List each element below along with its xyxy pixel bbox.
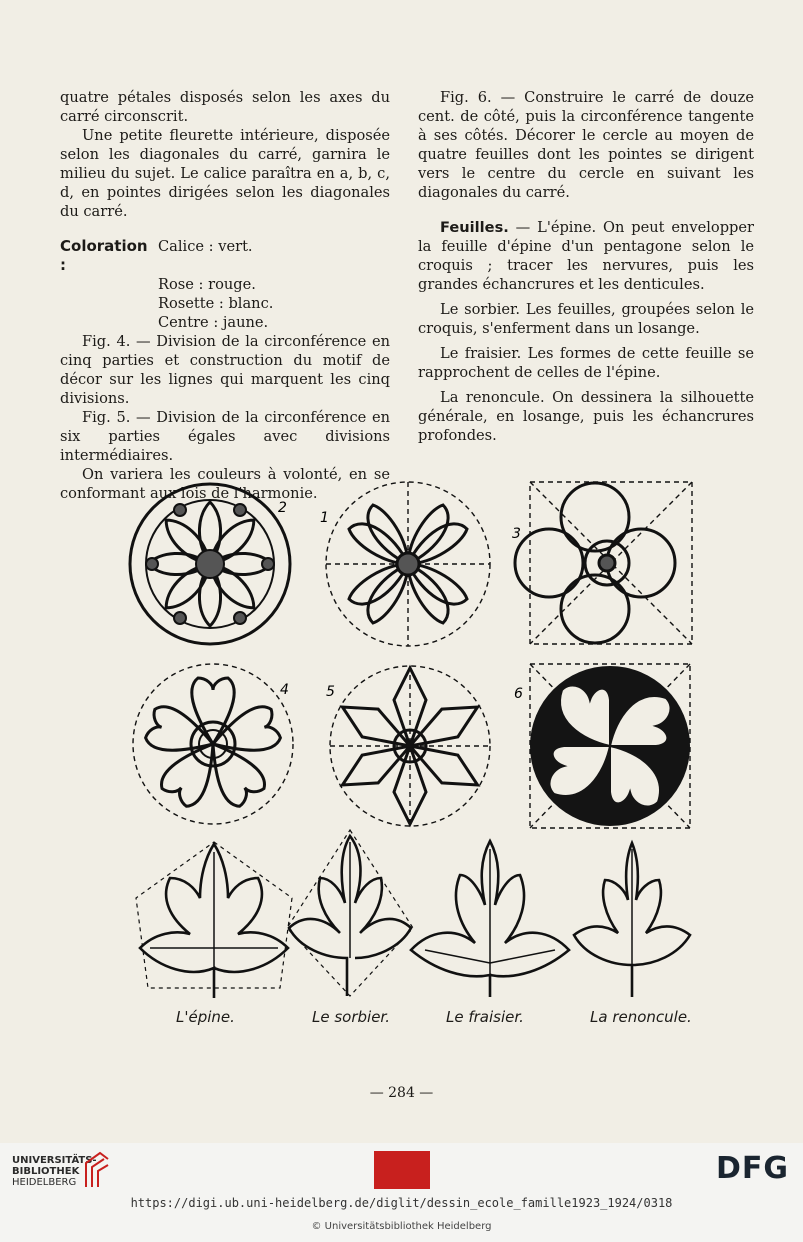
caption-sorbier: Le sorbier. [312, 1008, 390, 1026]
feuilles-heading: Feuilles. [440, 219, 509, 236]
sorbier-text: Le sorbier. Les feuilles, groupées selon le croquis, s'enferment dans un losange. [418, 301, 754, 337]
coloration-centre: Centre : jaune. [158, 314, 269, 331]
figure-label-5: 5 [326, 684, 335, 700]
figure-rosette-5 [322, 660, 497, 830]
left-paragraph-1: quatre pétales disposés selon les axes du carré circonscrit. [60, 89, 390, 125]
figure-label-4: 4 [280, 682, 289, 698]
caption-fraisier: Le fraisier. [446, 1008, 524, 1026]
left-column [60, 88, 390, 503]
epine-text: — L'épine. On peut envelopper la feuille d'épine d'un pentagone selon le croquis ; tracer les nervures, puis les grandes échancrures et les denticules. [418, 219, 754, 293]
figure-rosette-3 [510, 478, 695, 648]
copyright-notice: © Universitätsbibliothek Heidelberg [311, 1221, 492, 1232]
fig6-description: Fig. 6. — Construire le carré de douze cent. de côté, puis la circonférence tangente à ses côtés. Décorer le cercle au moyen de quatre feuilles dont les pointes se dirigent vers le centre du cercle en suivant les diagonales du carré. [418, 89, 754, 201]
left-paragraph-2: Une petite fleurette intérieure, disposée selon les diagonales du carré, garnira le milieu du sujet. Le calice paraîtra en a, b, c, d, en pointes dirigées selon les diagonales du carré. [60, 127, 390, 220]
leaf-epine [130, 838, 295, 1003]
coloration-rose: Rose : rouge. [158, 276, 256, 293]
leaf-renoncule [570, 835, 695, 1000]
right-column [418, 88, 754, 445]
dfg-logo[interactable]: DFG [716, 1151, 790, 1186]
fig4-description: Fig. 4. — Division de la circonférence en cinq parties et construction du motif de décor sur les lignes qui marquent les cinq divisions. [60, 333, 390, 407]
figure-rosette-4 [128, 660, 308, 830]
fraisier-text: Le fraisier. Les formes de cette feuille se rapprochent de celles de l'épine. [418, 345, 754, 381]
figure-label-3: 3 [512, 526, 521, 542]
figure-rosette-1 [318, 480, 498, 650]
coloration-list [60, 237, 390, 332]
left-paragraph-3: On variera les couleurs à volonté, en se conformant aux lois de l'harmonie. [60, 466, 390, 502]
figure-label-6: 6 [514, 686, 523, 702]
library-mark-icon [82, 1149, 112, 1189]
figure-label-1: 1 [320, 510, 329, 526]
leaf-sorbier [285, 828, 415, 998]
permalink-url[interactable]: https://digi.ub.uni-heidelberg.de/diglit/dessin_ecole_famille1923_1924/0318 [130, 1196, 673, 1210]
uni-line-1: UNIVERSITÄTS- [12, 1155, 97, 1166]
renoncule-text: La renoncule. On dessinera la silhouette générale, en losange, puis les échancrures profondes. [418, 389, 754, 444]
digital-collection-logo[interactable] [374, 1151, 430, 1189]
caption-renoncule: La renoncule. [590, 1008, 692, 1026]
uni-line-3: HEIDELBERG [12, 1177, 77, 1188]
coloration-rosette: Rosette : blanc. [158, 295, 274, 312]
leaf-fraisier [405, 835, 575, 1000]
fig5-description: Fig. 5. — Division de la circonférence en six parties égales avec divisions intermédiaires. [60, 409, 390, 464]
coloration-calice: Calice : vert. [158, 238, 253, 255]
caption-epine: L'épine. [176, 1008, 235, 1026]
uni-line-2: BIBLIOTHEK [12, 1166, 80, 1177]
figure-rosette-6 [512, 660, 692, 832]
figure-rosette-2 [128, 480, 298, 650]
coloration-heading: Coloration : [60, 237, 148, 274]
footer [0, 1143, 803, 1242]
page-number: — 284 — [369, 1085, 434, 1101]
figure-label-2: 2 [278, 500, 287, 516]
feuilles-paragraph [418, 218, 754, 294]
